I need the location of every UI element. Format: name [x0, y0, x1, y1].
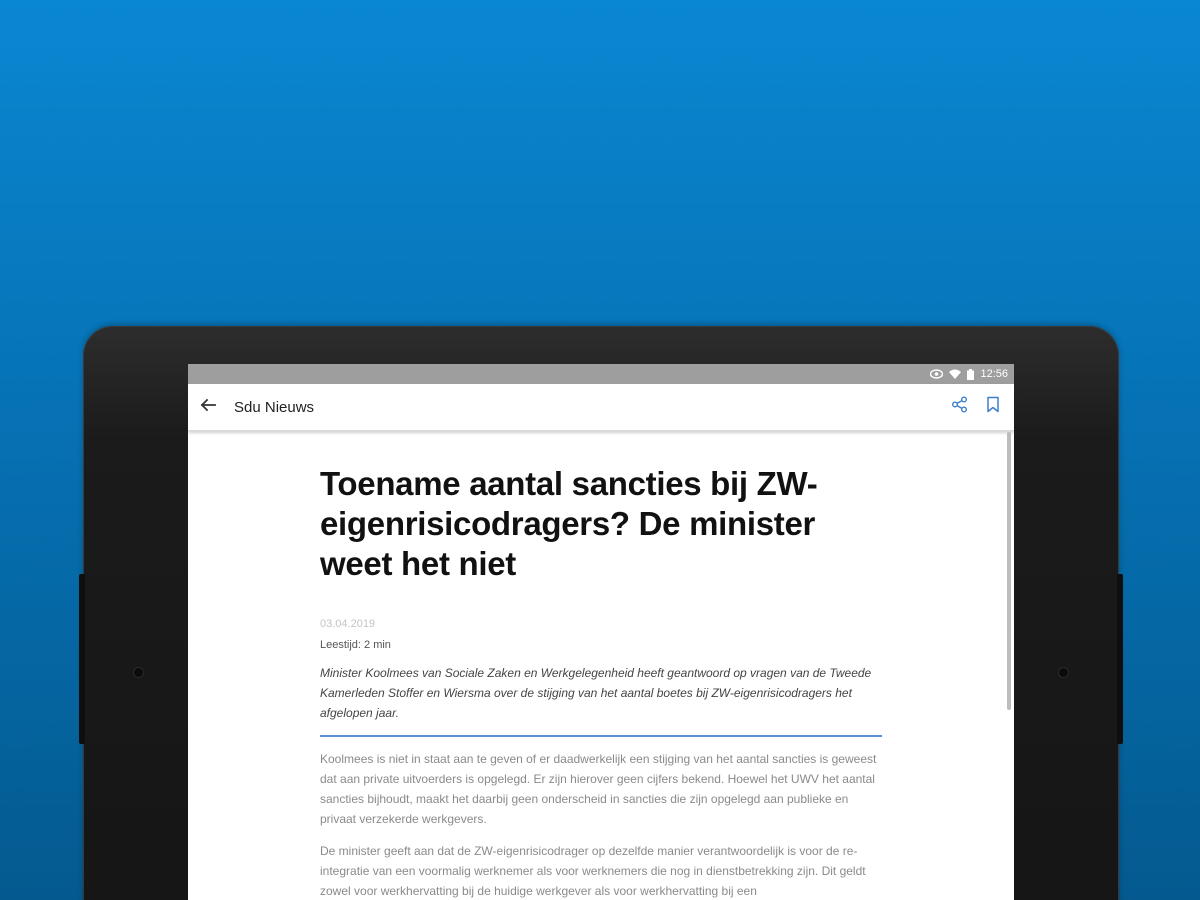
- battery-icon: [967, 369, 974, 380]
- scrollbar-thumb[interactable]: [1007, 432, 1011, 710]
- status-time: 12:56: [980, 368, 1008, 380]
- tablet-side-button-left: [79, 574, 85, 744]
- article-date: 03.04.2019: [320, 618, 376, 630]
- article-read-time: Leestijd: 2 min: [320, 639, 391, 651]
- bookmark-button[interactable]: [984, 398, 1002, 416]
- back-button[interactable]: [188, 384, 228, 430]
- app-title: Sdu Nieuws: [234, 398, 315, 416]
- article-paragraph: De minister geeft aan dat de ZW-eigenrisicodrager op dezelfde manier verantwoordelijk is voor de re-integratie van een voormalig werknemer als voor werknemers die nog in dienstbetrekking zijn. Dit geldt zowel voor werkhervatting bij de huidige werkgever als voor werkhervatting bij een: [320, 844, 866, 898]
- tablet-sensor-left: [134, 668, 143, 677]
- article-divider: [320, 735, 882, 737]
- article-paragraph: Koolmees is niet in staat aan te geven of er daadwerkelijk een stijging van het aantal sancties is geweest dat aan private uitvoerders is opgelegd. Er zijn hierover geen cijfers bekend. Hoewel het UWV het aantal sancties bijhoudt, maakt het daarbij geen onderscheid in sancties die zijn opgelegd aan publieke en privaat verzekerde werkgevers.: [320, 752, 877, 826]
- app-bar-actions: [950, 398, 1014, 416]
- wifi-icon: [949, 369, 961, 379]
- tablet-sensor-right: [1059, 668, 1068, 677]
- bookmark-icon: [986, 396, 1000, 418]
- back-arrow-icon: [200, 397, 216, 418]
- tablet-screen: [188, 364, 1014, 900]
- scrollbar[interactable]: [1007, 432, 1011, 900]
- article-headline: Toename aantal sancties bij ZW-eigenrisicodragers? De minister weet het niet: [320, 465, 818, 582]
- status-bar: [188, 364, 1014, 384]
- eye-icon: [930, 369, 943, 379]
- app-bar: [188, 384, 1014, 431]
- article-lead: Minister Koolmees van Sociale Zaken en Werkgelegenheid heeft geantwoord op vragen van de Tweede Kamerleden Stoffer en Wiersma over de stijging van het aantal boetes bij ZW-eigenrisicodragers het afgelopen jaar.: [320, 666, 872, 720]
- tablet-side-button-right: [1117, 574, 1123, 744]
- share-button[interactable]: [950, 398, 968, 416]
- article-content: [320, 464, 882, 900]
- share-icon: [951, 396, 968, 418]
